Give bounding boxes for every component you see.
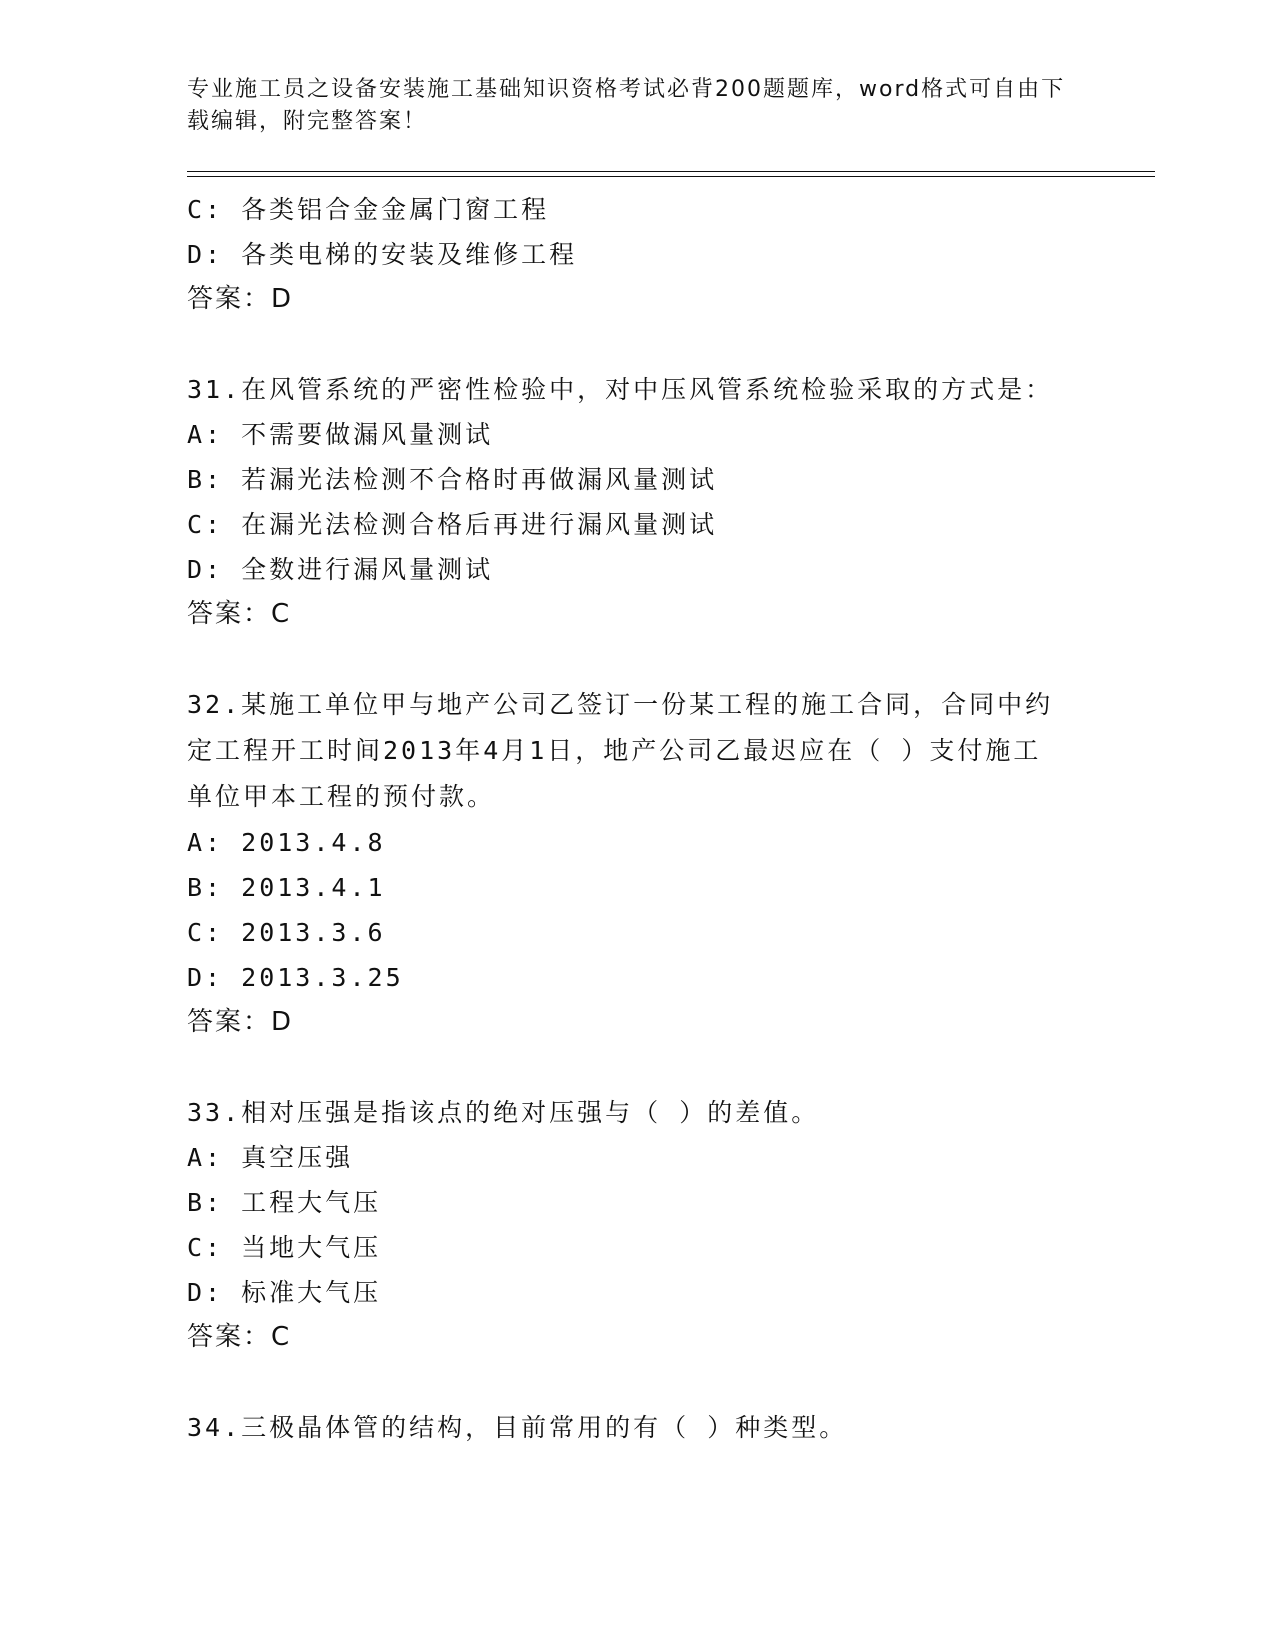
question-block-33 (187, 1090, 1087, 1360)
question-block-31 (187, 367, 1087, 637)
answer-line: 答案：D (187, 284, 294, 314)
option-d: D: 2013.3.25 (187, 963, 404, 992)
answer-line: 答案：D (187, 1007, 294, 1037)
answer-line: 答案：C (187, 1322, 292, 1352)
header-divider-lower (187, 176, 1155, 177)
option-a: A: 2013.4.8 (187, 828, 386, 857)
option-b: B: 工程大气压 (187, 1188, 382, 1217)
question-stem: 31.在风管系统的严密性检验中，对中压风管系统检验采取的方式是： (187, 375, 1054, 404)
question-stem: 34.三极晶体管的结构，目前常用的有（ ）种类型。 (187, 1413, 848, 1442)
option-d: D: 各类电梯的安装及维修工程 (187, 240, 578, 269)
question-block-32 (187, 682, 1087, 1045)
question-block-34 (187, 1405, 1087, 1450)
option-b: B: 2013.4.1 (187, 873, 386, 902)
header-divider-upper (187, 171, 1155, 172)
option-b: B: 若漏光法检测不合格时再做漏风量测试 (187, 465, 718, 494)
option-c: C: 在漏光法检测合格后再进行漏风量测试 (187, 510, 718, 539)
question-list (187, 187, 1087, 1450)
question-block-30 (187, 187, 1087, 322)
option-d: D: 标准大气压 (187, 1278, 382, 1307)
question-stem: 33.相对压强是指该点的绝对压强与（ ）的差值。 (187, 1098, 820, 1127)
option-c: C: 各类铝合金金属门窗工程 (187, 195, 550, 224)
option-a: A: 不需要做漏风量测试 (187, 420, 494, 449)
option-d: D: 全数进行漏风量测试 (187, 555, 494, 584)
question-stem: 32.某施工单位甲与地产公司乙签订一份某工程的施工合同，合同中约定工程开工时间2013年4月1日，地产公司乙最迟应在（ ）支付施工单位甲本工程的预付款。 (187, 690, 1054, 811)
answer-line: 答案：C (187, 599, 292, 629)
header-title: 专业施工员之设备安装施工基础知识资格考试必背200题题库，word格式可自由下载编辑，附完整答案！ (187, 77, 1066, 134)
option-a: A: 真空压强 (187, 1143, 354, 1172)
option-c: C: 当地大气压 (187, 1233, 382, 1262)
option-c: C: 2013.3.6 (187, 918, 386, 947)
document-header (187, 74, 1067, 138)
